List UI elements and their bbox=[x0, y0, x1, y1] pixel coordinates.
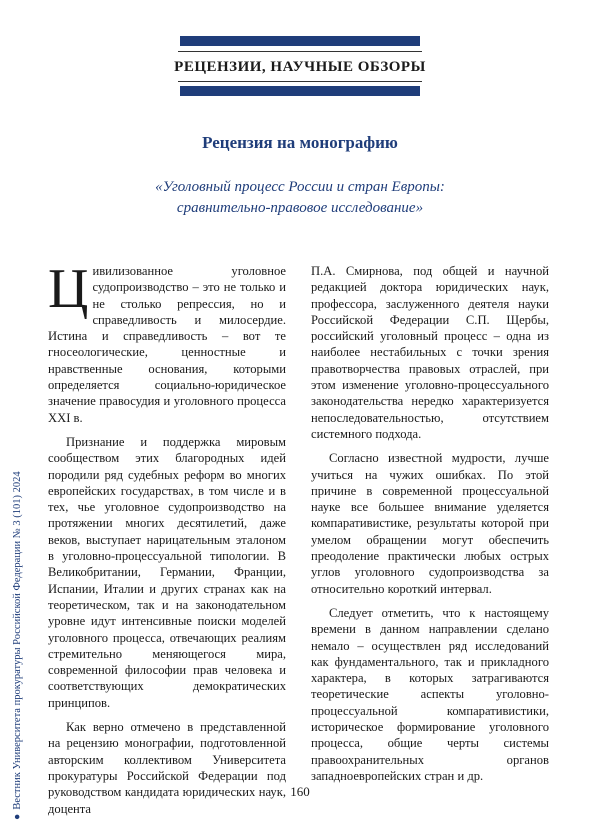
journal-sidebar bbox=[12, 320, 23, 820]
header-bottom-bar bbox=[180, 86, 420, 96]
paragraph-1 bbox=[48, 258, 286, 426]
paragraph-5: Следует отметить, что к настоящему времени в данном направлении сделано немало – осуществлен ряд исследований как фундаментального, так и прикладного характера, в которых затрагиваются теоретические аспекты уголовно-процессуальной компаративистики, историческое формирование уголовного процесса, общие черты системы правоохранительных органов западноевропейских стран и др. bbox=[311, 605, 549, 783]
page-number: 160 bbox=[290, 784, 310, 799]
paragraph-4: Согласно известной мудрости, лучше учиться на чужих ошибках. По этой причине в современной процессуальной науке все большее внимание уделяется компаративистике, результаты которой при умелом обращении могут обеспечить преодоление практически любых острых углов уголовного судопроизводства за относительно короткий интервал. bbox=[311, 451, 549, 596]
paragraph-3-continued: П.А. Смирнова, под общей и научной редакцией доктора юридических наук, профессора, заслуженного деятеля науки Российской Федерации С.П. Щербы, российский уголовный процесс – одна из наиболее нестабильных с точки зрения правотворчества правовых отраслей, при этом изменение уголовно-процессуального законодательства нередко характеризуется непоследовательностью, отсутствием системного подхода. bbox=[311, 264, 549, 441]
paragraph-3: Как верно отмечено в представленной на рецензию монографии, подготовленной авторским коллективом Университета прокуратуры Российской Федерации под руководством кандидата юридических наук, доцента bbox=[48, 720, 286, 816]
paragraph-2: Признание и поддержка мировым сообществом этих благородных идей породили ряд судебных реформ во многих европейских государствах, в том числе и в тех, чье уголовное судопроизводство на протяжении многих десятилетий, даже веков, выступает нарицательным эталоном в уголовно-процессуальной типологии. В Великобритании, Германии, Франции, Испании, Италии и других странах как на теоретическом, так и на законодательном уровне идут интенсивные поиски моделей уголовного процесса, отвечающих реалиям стремительно меняющегося мира, современной философии прав человека и соответствующих демократических принципов. bbox=[48, 434, 286, 710]
header-top-bar bbox=[180, 36, 420, 46]
journal-name: Вестник Университета прокуратуры Российской Федерации № 3 (101) 2024 bbox=[12, 471, 23, 810]
paragraph-1-text: ивилизованное уголовное судопроизводство – это не только и не столько репрессия, но и справедливость и милосердие. Истина и справедливость – вот те гносеологические, ценностные и нравственные основания, которыми определяется социально-юридическое значение правосудия и уголовного процесса XXI в. bbox=[48, 264, 286, 425]
header-top-rule bbox=[178, 51, 422, 52]
bullet-icon: ● bbox=[12, 813, 23, 820]
article-title: Рецензия на монографию bbox=[202, 133, 398, 152]
header-bottom-rule bbox=[178, 81, 422, 82]
dropcap: Ц bbox=[48, 258, 89, 320]
article-subtitle-line2: сравнительно-правовое исследование» bbox=[176, 200, 424, 216]
section-title: РЕЦЕНЗИИ, НАУЧНЫЕ ОБЗОРЫ bbox=[174, 59, 426, 75]
text-column-left bbox=[48, 258, 286, 825]
text-column-right bbox=[311, 263, 549, 792]
article-subtitle bbox=[100, 177, 500, 219]
article-subtitle-line1: «Уголовный процесс России и стран Европы: bbox=[155, 179, 445, 195]
